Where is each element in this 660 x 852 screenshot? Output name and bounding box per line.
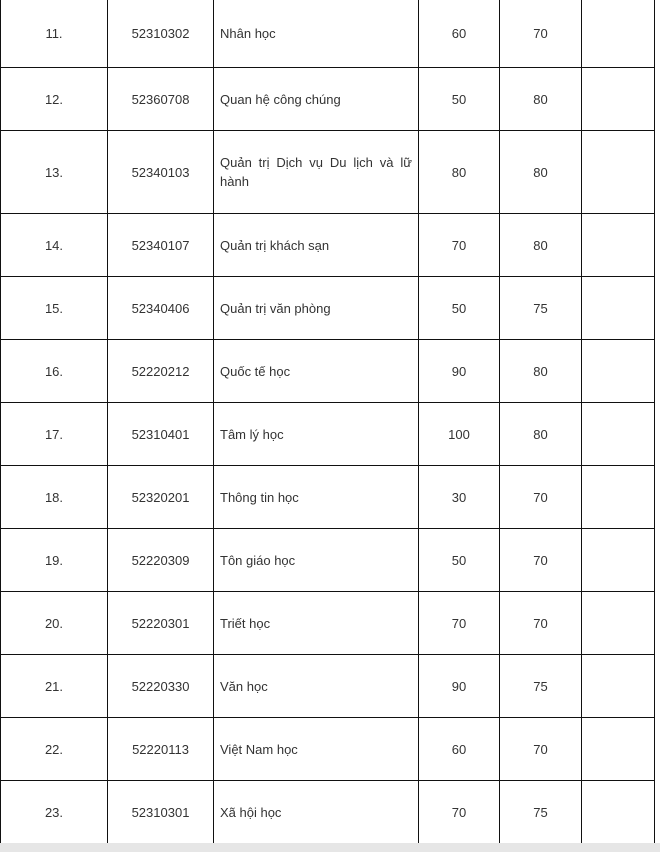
quota-b-cell: 80 xyxy=(500,68,582,131)
row-number-cell: 17. xyxy=(1,403,108,466)
quota-a-cell: 70 xyxy=(419,214,500,277)
major-code-cell: 52340107 xyxy=(108,214,214,277)
note-cell xyxy=(582,718,655,781)
table-row xyxy=(1,718,655,781)
row-number-cell: 20. xyxy=(1,592,108,655)
row-number-cell: 12. xyxy=(1,68,108,131)
major-code-cell: 52320201 xyxy=(108,466,214,529)
major-code-cell: 52220330 xyxy=(108,655,214,718)
major-name-cell: Quan hệ công chúng xyxy=(214,68,419,131)
row-number-cell: 21. xyxy=(1,655,108,718)
quota-a-cell: 60 xyxy=(419,0,500,68)
table-row xyxy=(1,529,655,592)
note-cell xyxy=(582,781,655,844)
row-number-cell: 22. xyxy=(1,718,108,781)
row-number-cell: 18. xyxy=(1,466,108,529)
major-code-cell: 52360708 xyxy=(108,68,214,131)
quota-a-cell: 100 xyxy=(419,403,500,466)
row-number-cell: 23. xyxy=(1,781,108,844)
note-cell xyxy=(582,68,655,131)
quota-a-cell: 90 xyxy=(419,340,500,403)
quota-b-cell: 75 xyxy=(500,781,582,844)
major-name-cell: Quản trị Dịch vụ Du lịch và lữ hành xyxy=(214,131,419,214)
major-name-cell: Văn học xyxy=(214,655,419,718)
table-row xyxy=(1,131,655,214)
quota-b-cell: 80 xyxy=(500,131,582,214)
quota-a-cell: 30 xyxy=(419,466,500,529)
major-code-cell: 52310302 xyxy=(108,0,214,68)
row-number-cell: 15. xyxy=(1,277,108,340)
table-row xyxy=(1,0,655,68)
table-row xyxy=(1,466,655,529)
row-number-cell: 14. xyxy=(1,214,108,277)
row-number-cell: 19. xyxy=(1,529,108,592)
row-number-cell: 11. xyxy=(1,0,108,68)
quota-a-cell: 60 xyxy=(419,718,500,781)
major-code-cell: 52220309 xyxy=(108,529,214,592)
table-row xyxy=(1,781,655,844)
quota-b-cell: 75 xyxy=(500,277,582,340)
major-name-cell: Việt Nam học xyxy=(214,718,419,781)
major-code-cell: 52340406 xyxy=(108,277,214,340)
major-code-cell: 52220301 xyxy=(108,592,214,655)
major-name-cell: Xã hội học xyxy=(214,781,419,844)
note-cell xyxy=(582,277,655,340)
note-cell xyxy=(582,214,655,277)
note-cell xyxy=(582,529,655,592)
table-row xyxy=(1,403,655,466)
bottom-strip xyxy=(0,843,660,852)
table-row xyxy=(1,655,655,718)
quota-a-cell: 70 xyxy=(419,592,500,655)
major-name-cell: Quốc tế học xyxy=(214,340,419,403)
note-cell xyxy=(582,340,655,403)
quota-b-cell: 70 xyxy=(500,529,582,592)
note-cell xyxy=(582,655,655,718)
quota-b-cell: 75 xyxy=(500,655,582,718)
note-cell xyxy=(582,0,655,68)
note-cell xyxy=(582,466,655,529)
major-code-cell: 52310301 xyxy=(108,781,214,844)
quota-a-cell: 80 xyxy=(419,131,500,214)
table-body xyxy=(1,0,655,844)
major-name-cell: Triết học xyxy=(214,592,419,655)
quota-b-cell: 80 xyxy=(500,340,582,403)
table-row xyxy=(1,68,655,131)
note-cell xyxy=(582,403,655,466)
row-number-cell: 16. xyxy=(1,340,108,403)
quota-b-cell: 80 xyxy=(500,214,582,277)
major-code-cell: 52220212 xyxy=(108,340,214,403)
table-row xyxy=(1,340,655,403)
table-row xyxy=(1,592,655,655)
major-name-cell: Tâm lý học xyxy=(214,403,419,466)
note-cell xyxy=(582,592,655,655)
quota-b-cell: 70 xyxy=(500,466,582,529)
quota-a-cell: 90 xyxy=(419,655,500,718)
major-name-cell: Tôn giáo học xyxy=(214,529,419,592)
note-cell xyxy=(582,131,655,214)
table-row xyxy=(1,277,655,340)
row-number-cell: 13. xyxy=(1,131,108,214)
major-code-cell: 52340103 xyxy=(108,131,214,214)
quota-a-cell: 50 xyxy=(419,68,500,131)
quota-a-cell: 50 xyxy=(419,277,500,340)
quota-b-cell: 70 xyxy=(500,0,582,68)
major-name-cell: Quản trị văn phòng xyxy=(214,277,419,340)
major-name-cell: Nhân học xyxy=(214,0,419,68)
table-row xyxy=(1,214,655,277)
major-name-cell: Quản trị khách sạn xyxy=(214,214,419,277)
quota-b-cell: 80 xyxy=(500,403,582,466)
major-name-cell: Thông tin học xyxy=(214,466,419,529)
quota-b-cell: 70 xyxy=(500,592,582,655)
major-code-cell: 52220113 xyxy=(108,718,214,781)
quota-a-cell: 50 xyxy=(419,529,500,592)
quota-a-cell: 70 xyxy=(419,781,500,844)
major-code-cell: 52310401 xyxy=(108,403,214,466)
quota-b-cell: 70 xyxy=(500,718,582,781)
